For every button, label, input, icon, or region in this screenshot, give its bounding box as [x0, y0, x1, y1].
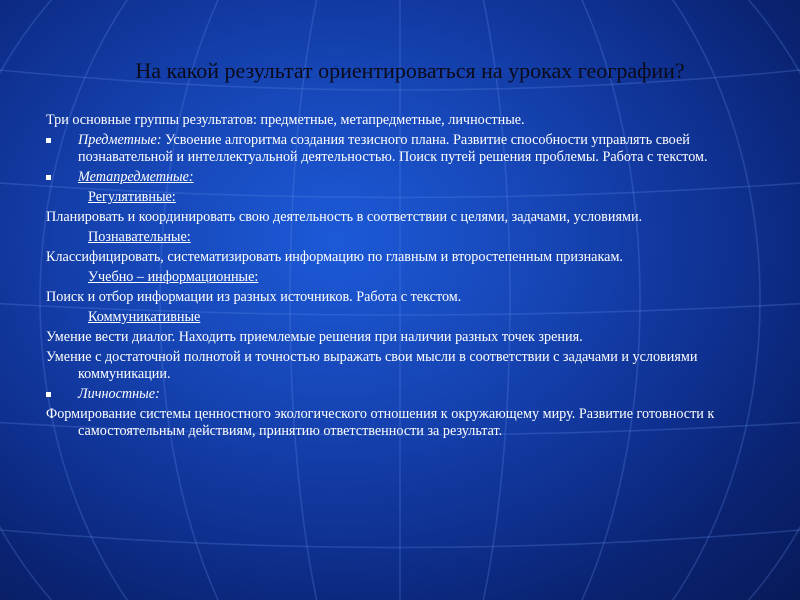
- square-bullet-icon: [46, 392, 51, 397]
- regulatory-heading: [46, 189, 736, 206]
- subject-label: Предметные:: [78, 132, 162, 148]
- cognitive-text: Классифицировать, систематизировать информацию по главным и второстепенным признакам.: [46, 249, 623, 265]
- communicative-heading: [46, 309, 736, 326]
- intro-text: Три основные группы результатов: предметные, метапредметные, личностные.: [46, 112, 525, 128]
- educational-text: Поиск и отбор информации из разных источников. Работа с текстом.: [46, 289, 462, 305]
- square-bullet-icon: [46, 138, 51, 143]
- slide-title: На какой результат ориентироваться на уроках географии?: [135, 58, 685, 83]
- personal-text: Формирование системы ценностного экологического отношения к окружающему миру. Развитие готовности к самостоятельным действиям, принятию ответственности за результат.: [46, 406, 715, 439]
- communicative-text-2: Умение с достаточной полнотой и точностью выражать свои мысли в соответствии с задачами и условиями коммуникации.: [46, 349, 698, 382]
- communicative-text-1: Умение вести диалог. Находить приемлемые решения при наличии разных точек зрения.: [46, 329, 583, 345]
- list-item-meta: [46, 169, 736, 186]
- cognitive-heading: [46, 229, 736, 246]
- list-item-personal: [46, 386, 736, 403]
- slide-body: [46, 112, 736, 443]
- personal-label: Личностные:: [78, 386, 160, 402]
- subject-text: Усвоение алгоритма создания тезисного плана. Развитие способности управлять своей познавательной и интеллектуальной деятельностью. Поиск путей решения проблемы. Работа с текстом.: [78, 132, 708, 165]
- regulatory-text: Планировать и координировать свою деятельность в соответствии с целями, задачами, условиями.: [46, 209, 643, 225]
- educational-label: Учебно – информационные:: [88, 269, 259, 285]
- list-item-subject: [46, 132, 736, 166]
- educational-heading: [46, 269, 736, 286]
- cognitive-label: Познавательные:: [88, 229, 191, 245]
- square-bullet-icon: [46, 175, 51, 180]
- regulatory-label: Регулятивные:: [88, 189, 176, 205]
- communicative-label: Коммуникативные: [88, 309, 201, 325]
- meta-label: Метапредметные:: [78, 169, 194, 185]
